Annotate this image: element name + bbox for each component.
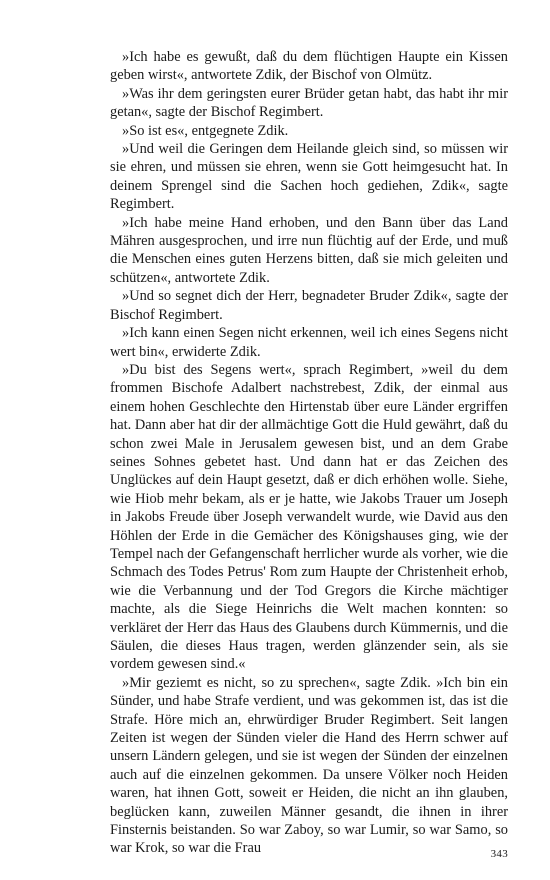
paragraph: »Und so segnet dich der Herr, begnadeter Bruder Zdik«, sagte der Bischof Regimbert. [110,288,508,323]
paragraph: »Du bist des Segens wert«, sprach Regimbert, »weil du dem frommen Bischofe Adalbert nachstrebest, Zdik, der einmal aus einem hohen Geschlechte den Hirtenstab über eure Länder ergriffen hat. Dann aber hat dir der allmächtige Gott die Huld gewährt, daß du schon zwei Male in Jerusalem gewesen bist, und an dem Grabe seines Sohnes gebetet hast. Und dann hat er das Zeichen des Unglückes auf dein Haupt gesetzt, daß er dich erhöhen wolle. Siehe, wie Hiob mehr bekam, als er je hatte, wie Jakobs Trauer um Joseph in Jakobs Freude über Joseph verwandelt wurde, wie David aus den Höhlen der Erde in die Gemächer des Königshauses ging, wie der Tempel nach der Gefangenschaft herrlicher wurde als vorher, wie die Schmach des Todes Petrus' Rom zum Haupte der Christenheit erhob, wie die Verbannung und der Tod Gregors die Kirche mächtiger machte, als die Siege Heinrichs die Welt machen konnten: so verkläret der Herr das Haus des Glaubens durch Kümmernis, und die Säulen, die dieses Haus tragen, werden glänzender sein, als sie vordem gewesen sind.« [110,361,508,673]
paragraph: »Ich habe meine Hand erhoben, und den Bann über das Land Mähren ausgesprochen, und irre nun flüchtig auf der Erde, und muß die Menschen eines guten Herzens bitten, daß sie mich geleiten und schützen«, antwortete Zdik. [110,214,508,286]
paragraph: »Ich habe es gewußt, daß du dem flüchtigen Haupte ein Kissen geben wirst«, antwortete Zdik, der Bischof von Olmütz. [110,49,508,84]
paragraph: »Was ihr dem geringsten eurer Brüder getan habt, das habt ihr mir getan«, sagte der Bischof Regimbert. [110,85,508,121]
text-block [110,48,508,858]
paragraph: »Ich kann einen Segen nicht erkennen, weil ich eines Segens nicht wert bin«, erwiderte Zdik. [110,325,508,360]
paragraph: »So ist es«, entgegnete Zdik. [122,122,289,139]
paragraph: »Und weil die Geringen dem Heilande gleich sind, so müssen wir sie ehren, und müssen sie ehren, wenn sie Gott heimgesucht hat. In deinem Sprengel sind die Sachen hoch gediehen, Zdik«, sagte Regimbert. [110,141,508,213]
page-number: 343 [490,848,508,860]
paragraph: »Mir geziemt es nicht, so zu sprechen«, sagte Zdik. »Ich bin ein Sünder, und habe Strafe verdient, und was gekommen ist, das ist die Strafe. Höre mich an, ehrwürdiger Bruder Regimbert. Seit langen Zeiten ist wegen der Sünden vieler die Hand des Herrn schwer auf unsern Ländern gelegen, und sie ist wegen der Sünden der einzelnen auch auf die einzelnen gekommen. Da unsere Völker noch Heiden waren, hat ihnen Gott, soweit er Heiden, die nicht an ihn glauben, beglücken kann, zuweilen Männer gesandt, die ihnen in ihrer Finsternis beistanden. So war Zaboy, so war Lumir, so war Samo, so war Krok, so war die Frau [110,674,508,857]
